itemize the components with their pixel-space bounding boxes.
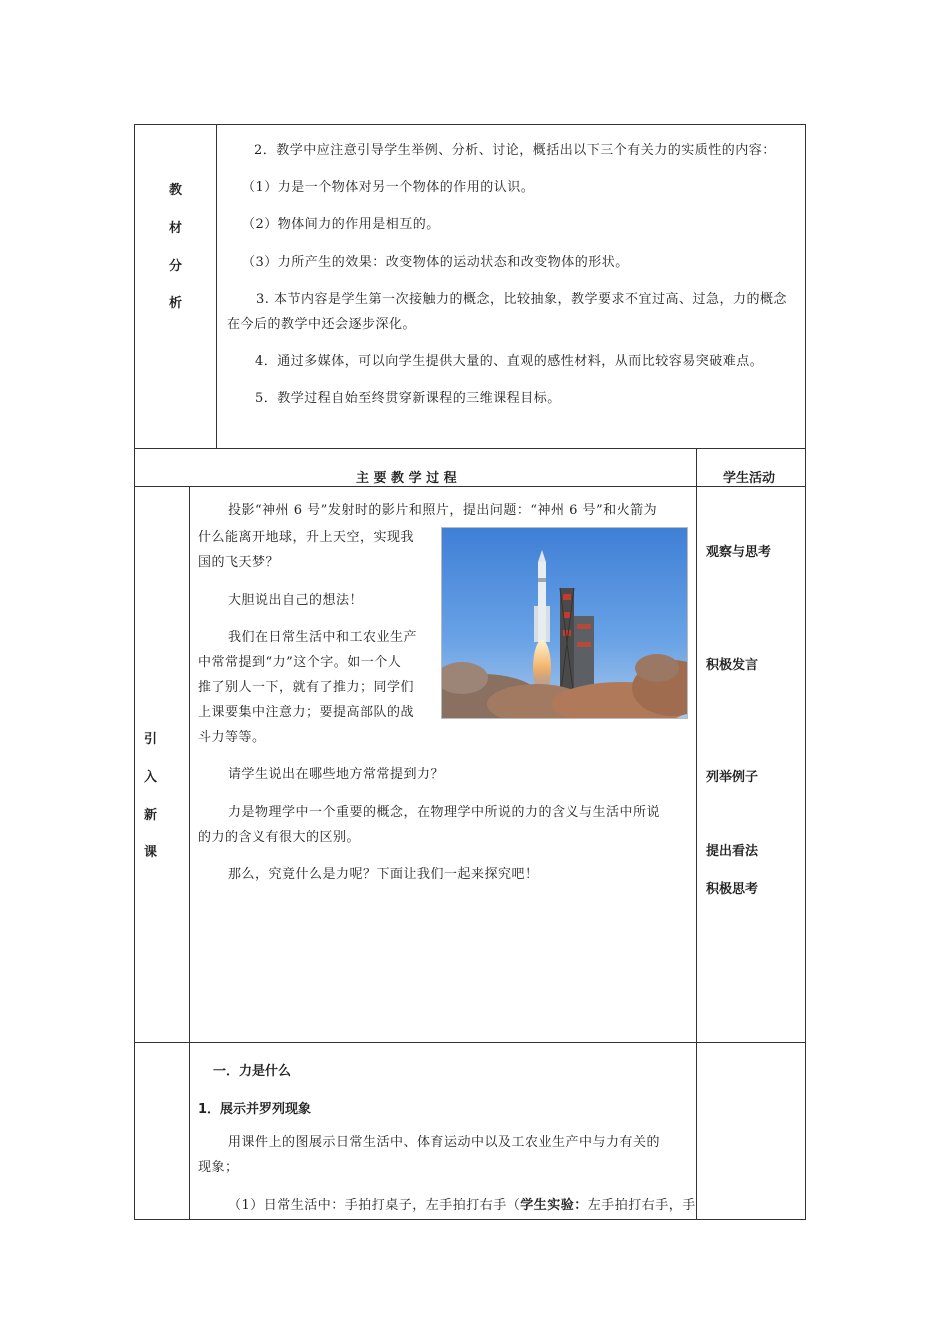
section3-sub1: 1．展示并罗列现象	[198, 1102, 312, 1117]
section1-label-char: 析	[169, 296, 183, 311]
analysis-point-2-3: （3）力所产生的效果：改变物体的运动状态和改变物体的形状。	[242, 255, 629, 270]
table-border-bottom	[134, 1219, 806, 1220]
intro-line-1: 投影“神州 6 号”发射时的影片和照片，提出问题：“神州 6 号”和火箭为	[228, 503, 658, 518]
concept-line-1: 力是物理学中一个重要的概念，在物理学中所说的力的含义与生活中所说	[228, 805, 661, 820]
analysis-point-3-line2: 在今后的教学中还会逐步深化。	[227, 317, 417, 332]
activity-raise-views: 提出看法	[706, 844, 759, 859]
daily-line-4: 上课要集中注意力；要提高部队的战	[198, 705, 415, 720]
activity-observe-think: 观察与思考	[706, 545, 772, 560]
analysis-point-3-line1: 3. 本节内容是学生第一次接触力的概念，比较抽象，教学要求不宜过高、过急，力的概念	[256, 292, 788, 307]
section2-label-divider	[189, 486, 190, 1220]
courseware-line-2: 现象；	[198, 1160, 239, 1175]
row-divider-3	[134, 1042, 806, 1043]
table-border-top	[134, 124, 806, 125]
section2-label-char: 新	[144, 808, 158, 823]
section2-label-char: 课	[144, 845, 158, 860]
analysis-point-2-2: （2）物体间力的作用是相互的。	[242, 217, 440, 232]
intro-line-3: 国的飞天梦？	[198, 555, 280, 570]
section2-label-char: 引	[144, 732, 158, 747]
intro-line-2: 什么能离开地球，升上天空，实现我	[198, 530, 415, 545]
activity-think-actively: 积极思考	[706, 882, 759, 897]
analysis-point-2: 2．教学中应注意引导学生举例、分析、讨论，概括出以下三个有关力的实质性的内容：	[254, 143, 776, 158]
student-activity-header: 学生活动	[723, 471, 776, 486]
table-border-right	[805, 124, 806, 1220]
ask-text: 请学生说出在哪些地方常常提到力？	[228, 767, 445, 782]
courseware-line-1: 用课件上的图展示日常生活中、体育运动中以及工农业生产中与力有关的	[228, 1135, 661, 1150]
section1-label-char: 分	[169, 259, 183, 274]
daily-line-5: 斗力等等。	[198, 730, 266, 745]
item1-student-experiment: 学生实验：	[520, 1198, 588, 1213]
rocket-launch-photo	[441, 527, 688, 719]
item1-line	[228, 1193, 696, 1218]
analysis-point-4: 4．通过多媒体，可以向学生提供大量的、直观的感性材料，从而比较容易突破难点。	[255, 354, 764, 369]
section3-heading: 一．力是什么	[213, 1064, 292, 1079]
header-divider	[696, 448, 697, 1220]
table-border-left	[134, 124, 135, 1220]
activity-speak-up: 积极发言	[706, 658, 759, 673]
section1-label-divider	[216, 124, 217, 448]
section1-label-char: 教	[169, 183, 183, 198]
dare-text: 大胆说出自己的想法！	[228, 593, 364, 608]
item1-suffix: 左手拍打右手，手	[587, 1198, 696, 1213]
section2-label-char: 入	[144, 770, 158, 785]
daily-line-2: 中常常提到“力”这个字。如一个人	[198, 655, 402, 670]
main-process-header: 主 要 教 学 过 程	[356, 471, 457, 486]
concept-line-2: 的力的含义有很大的区别。	[198, 830, 361, 845]
analysis-point-5: 5．教学过程自始至终贯穿新课程的三维课程目标。	[255, 391, 561, 406]
daily-line-1: 我们在日常生活中和工农业生产	[228, 630, 418, 645]
section1-label-char: 材	[169, 221, 183, 236]
closing-text: 那么，究竟什么是力呢？下面让我们一起来探究吧！	[228, 867, 539, 882]
activity-list-examples: 列举例子	[706, 770, 759, 785]
row-divider-1	[134, 448, 806, 449]
daily-line-3: 推了别人一下，就有了推力；同学们	[198, 680, 415, 695]
analysis-point-2-1: （1）力是一个物体对另一个物体的作用的认识。	[242, 180, 535, 195]
item1-prefix: （1）日常生活中：手拍打桌子，左手拍打右手（	[228, 1198, 521, 1213]
row-divider-2	[134, 486, 806, 487]
